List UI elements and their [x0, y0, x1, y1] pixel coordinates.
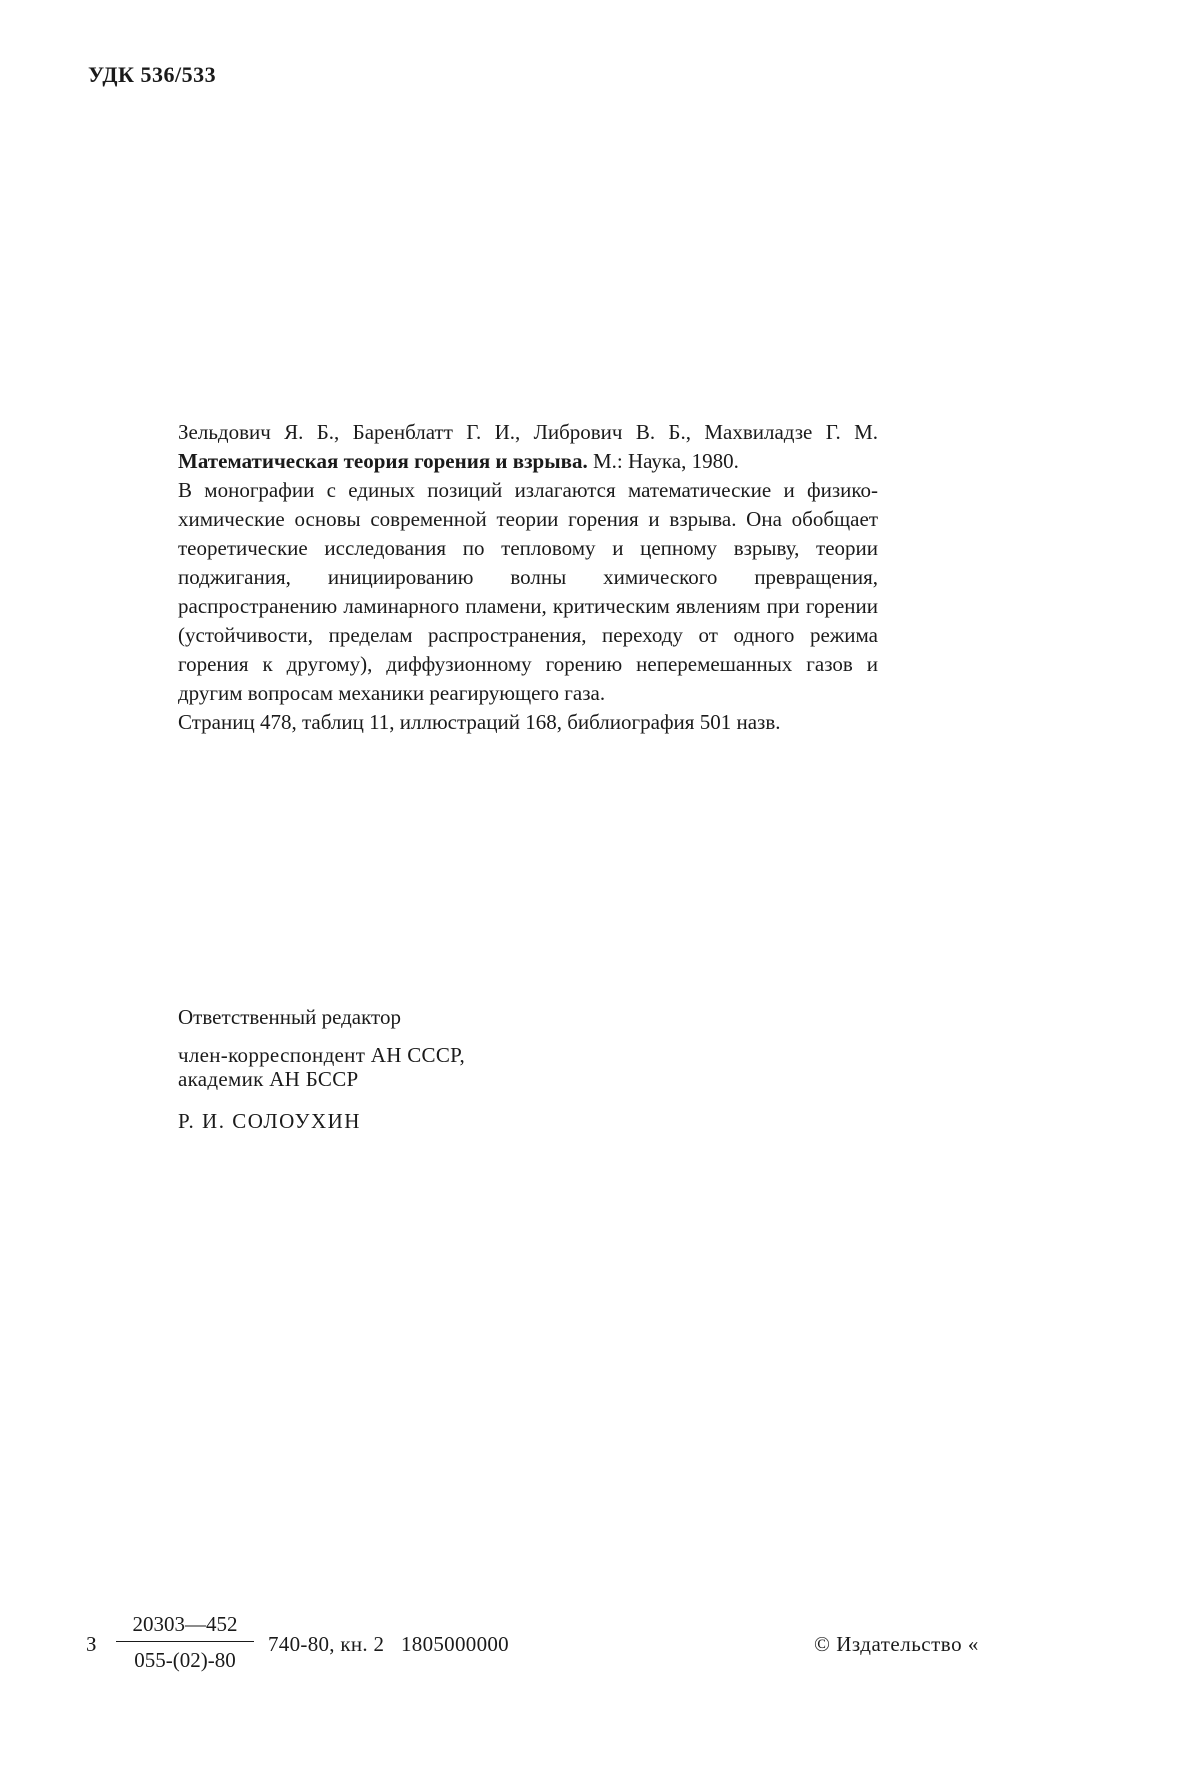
imprint: М.: Наука, 1980. [592, 449, 739, 473]
code-letter: З [86, 1632, 97, 1656]
udk-code: УДК 536/533 [88, 62, 217, 87]
copyright: © Издательство « [814, 1632, 979, 1656]
editor-block [178, 1005, 465, 1133]
editor-role: Ответственный редактор [178, 1005, 401, 1029]
description: В монографии с единых позиций излагаются математические и физико-химические основы современной теории горения и взрыва. Она обобщает теоретические исследования по тепловому и цепному взрыву, теории поджигания, инициированию волны химического превращения, распространению ламинарного пламени, критическим явлениям при горении (устойчивости, пределам распространения, переходу от одного режима горения к другому), диффузионному горению неперемешанных газов и другим вопросам механики реагирующего газа. [178, 478, 878, 705]
editor-rank-2: академик АН БССР [178, 1067, 359, 1091]
stats: Страниц 478, таблиц 11, иллюстраций 168, библиография 501 назв. [178, 710, 781, 734]
book-title: Математическая теория горения и взрыва. [178, 449, 588, 473]
code-denominator: 055-(02)-80 [134, 1648, 236, 1672]
code-numerator: 20303—452 [116, 1612, 254, 1642]
citation [178, 418, 878, 476]
publication-code-footer [86, 1612, 1166, 1672]
editor-rank-1: член-корреспондент АН СССР, [178, 1043, 466, 1067]
bibliographic-abstract [178, 418, 878, 737]
code-fraction [116, 1612, 254, 1673]
editor-name: Р. И. СОЛОУХИН [178, 1109, 361, 1133]
series-code: 740-80, кн. 2 1805000000 [268, 1632, 509, 1656]
authors: Зельдович Я. Б., Баренблатт Г. И., Либрович В. Б., Махвиладзе Г. М. [178, 420, 878, 444]
